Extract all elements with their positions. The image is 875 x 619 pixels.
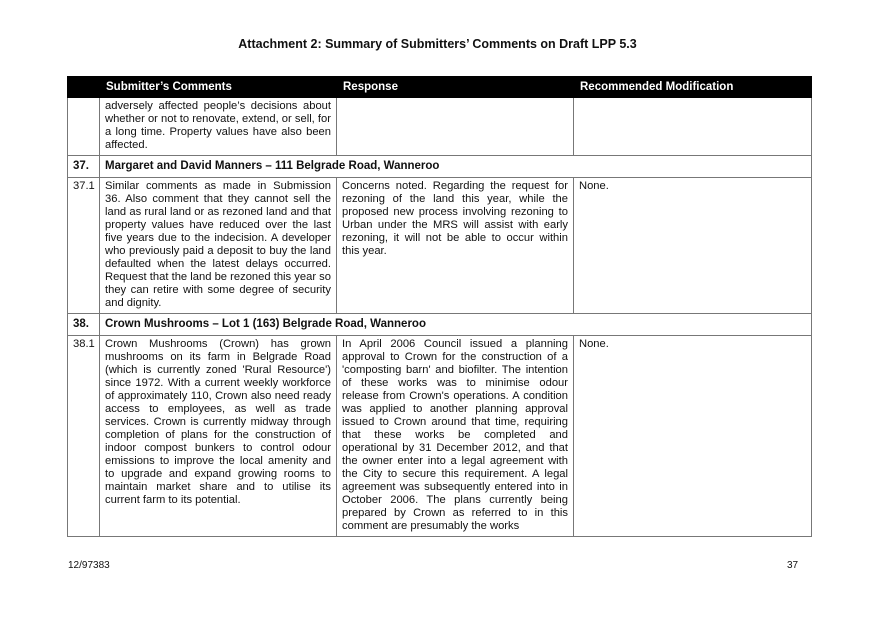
submitters-comments-table — [67, 76, 812, 537]
footer-page-number: 37 — [787, 560, 799, 571]
row-modification: None. — [574, 178, 812, 314]
submitter-name: Crown Mushrooms – Lot 1 (163) Belgrade Road, Wanneroo — [100, 314, 812, 336]
row-response: Concerns noted. Regarding the request for rezoning of the land this year, while the proposed new process involving rezoning to Urban under the MRS will assist with early rezoning, it will not be able to occur within this year. — [337, 178, 574, 314]
header-recommended-modification: Recommended Modification — [574, 77, 812, 98]
submission-group-row — [68, 156, 812, 178]
document-title: Attachment 2: Summary of Submitters’ Comments on Draft LPP 5.3 — [238, 37, 637, 51]
header-submitters-comments: Submitter’s Comments — [100, 77, 337, 98]
header-number — [68, 77, 100, 98]
row-number: 37.1 — [68, 178, 100, 314]
submission-number: 38. — [68, 314, 100, 336]
table-row — [68, 178, 812, 314]
table-row — [68, 336, 812, 537]
submission-number: 37. — [68, 156, 100, 178]
table-header-row — [68, 77, 812, 98]
submission-group-row — [68, 314, 812, 336]
row-comment: Similar comments as made in Submission 36. Also comment that they cannot sell the land as rural land or as rezoned land and that property values have reduced over the last five years due to the indecision. A developer who previously paid a deposit to buy the land defaulted when the latest delays occurred. Request that the land be rezoned this year so they can retire with some degree of security and dignity. — [100, 178, 337, 314]
row-response: In April 2006 Council issued a planning approval to Crown for the construction of a 'composting barn' and biofilter. The intention of these works was to minimise odour release from Crown's operations. A condition was applied to another planning approval issued to Crown around that time, requiring that these works be completed and operational by 31 December 2012, and that the owner enter into a legal agreement with the City to secure this requirement. A legal agreement was subsequently entered into in October 2006. The plans currently being prepared by Crown as referred to in this comment are presumably the works — [337, 336, 574, 537]
row-modification: None. — [574, 336, 812, 537]
row-modification — [574, 98, 812, 156]
footer-document-reference: 12/97383 — [68, 560, 110, 571]
row-comment: adversely affected people’s decisions about whether or not to renovate, extend, or sell, for a long time. Property values have also been affected. — [100, 98, 337, 156]
row-number — [68, 98, 100, 156]
row-response — [337, 98, 574, 156]
row-number: 38.1 — [68, 336, 100, 537]
submitter-name: Margaret and David Manners – 111 Belgrade Road, Wanneroo — [100, 156, 812, 178]
row-comment: Crown Mushrooms (Crown) has grown mushrooms on its farm in Belgrade Road (which is currently zoned 'Rural Resource') since 1972. With a current weekly workforce of approximately 110, Crown also need ready access to employees, as well as trade services. Crown is currently midway through completion of plans for the construction of indoor compost bunkers to control odour emissions to improve the local amenity and to upgrade and expand growing rooms to maintain market share and to utilise its current farm to its potential. — [100, 336, 337, 537]
header-response: Response — [337, 77, 574, 98]
table-row-continued — [68, 98, 812, 156]
